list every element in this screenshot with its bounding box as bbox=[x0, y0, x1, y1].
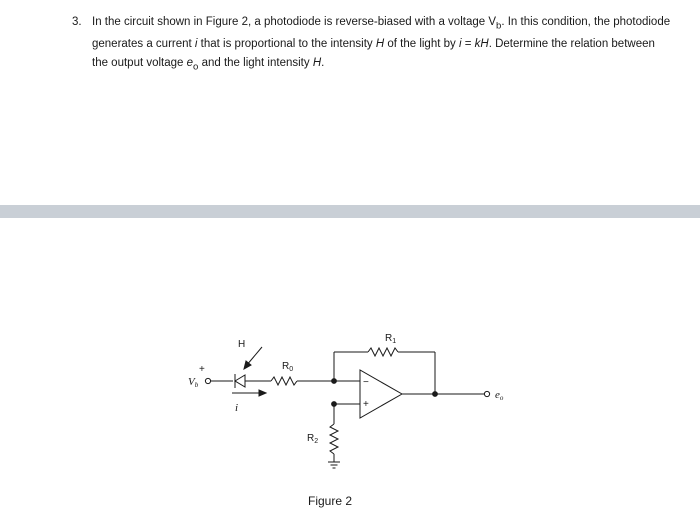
q-part-2: . In this condition, the photodiode generates a current bbox=[92, 16, 671, 51]
q-part-0: In the circuit shown in Figure 2, a photodiode is reverse-biased with a voltage V bbox=[92, 16, 496, 28]
q-part-15: . bbox=[321, 57, 325, 70]
q-part-4: that is proportional to the intensity bbox=[197, 38, 376, 51]
q-part-12: o bbox=[193, 61, 199, 73]
label-plus: + bbox=[199, 364, 205, 375]
q-part-13: and the light intensity bbox=[198, 57, 313, 70]
label-r0: $R_0$ bbox=[282, 361, 294, 373]
resistor-r0 bbox=[271, 377, 297, 385]
resistor-r1 bbox=[368, 348, 398, 356]
resistor-r2 bbox=[330, 424, 338, 454]
label-opamp-minus: − bbox=[363, 377, 369, 388]
q-part-8: = bbox=[461, 38, 475, 51]
q-part-3: i bbox=[194, 38, 198, 51]
label-i: i bbox=[235, 402, 239, 414]
q-part-9: kH bbox=[474, 38, 489, 51]
photodiode-icon bbox=[235, 375, 245, 387]
q-part-5: H bbox=[375, 38, 385, 51]
label-eo: eo bbox=[495, 389, 504, 402]
q-part-10: . Determine the relation between the output voltage bbox=[92, 38, 655, 70]
current-arrowhead bbox=[259, 390, 266, 396]
q-part-7: i bbox=[458, 38, 462, 51]
figure-caption: Figure 2 bbox=[308, 494, 353, 508]
label-h: H bbox=[238, 339, 246, 350]
q-part-14: H bbox=[312, 57, 322, 70]
q-part-1: b bbox=[496, 20, 502, 32]
node-output bbox=[433, 392, 438, 397]
q-part-11: e bbox=[186, 57, 194, 70]
eo-terminal bbox=[484, 391, 489, 396]
label-r1: $R_1$ bbox=[385, 333, 397, 345]
label-r2: $R_2$ bbox=[307, 433, 319, 445]
label-opamp-plus: + bbox=[363, 399, 369, 410]
vb-terminal bbox=[205, 378, 210, 383]
light-arrowhead bbox=[244, 361, 251, 369]
label-vb: Vb bbox=[188, 376, 199, 389]
question-number: 3. bbox=[72, 16, 82, 28]
q-part-6: of the light by bbox=[384, 38, 459, 51]
